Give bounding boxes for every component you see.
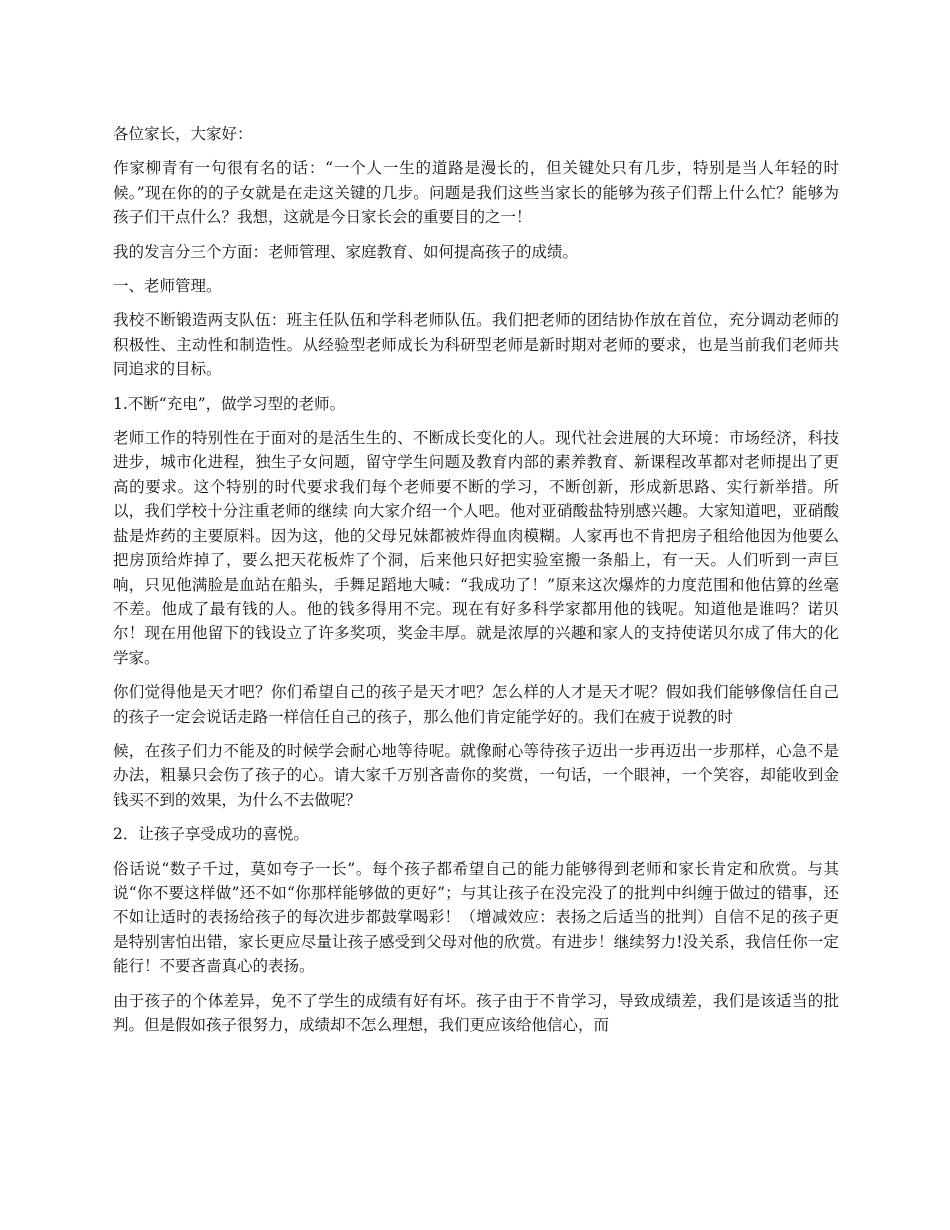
- paragraph-two-teams: 我校不断锻造两支队伍：班主任队伍和学科老师队伍。我们把老师的团结协作放在首位，充分调动老师的积极性、主动性和制造性。从经验型老师成长为科研型老师是新时期对老师的要求，也是当前我们老师共同追求的目标。: [113, 311, 839, 379]
- subheading-joy-of-success: 2．让孩子享受成功的喜悦。: [113, 825, 309, 844]
- paragraph-individual-differences: 由于孩子的个体差异，免不了学生的成绩有好有坏。孩子由于不肯学习，导致成绩差，我们是该适当的批判。但是假如孩子很努力，成绩却不怎么理想，我们更应该给他信心，而: [113, 991, 839, 1034]
- paragraph-speech-outline: 我的发言分三个方面：老师管理、家庭教育、如何提高孩子的成绩。: [113, 242, 579, 261]
- paragraph-nobel-story: 老师工作的特别性在于面对的是活生生的、不断成长变化的人。现代社会进展的大环境：市场经济，科技进步，城市化进程，独生子女问题，留守学生问题及教育内部的素养教育、新课程改革都对老师提出了更高的要求。这个特别的时代要求我们每个老师要不断的学习，不断创新，形成新思路、实行新举措。所以，我们学校十分注重老师的继续 向大家介绍一个人吧。他对亚硝酸盐特别感兴趣。大家知道吧，亚硝酸盐是炸药的主要原料。因为这，他的父母兄妹都被炸得血肉模糊。人家再也不肯把房子租给他因为他要么把房顶给炸掉了，要么把天花板炸了个洞，后来他只好把实验室搬一条船上，有一天。人们听到一声巨响，只见他满脸是血站在船头，手舞足蹈地大喊：“我成功了！”原来这次爆炸的力度范围和他估算的丝毫不差。他成了最有钱的人。他的钱多得用不完。现在有好多科学家都用他的钱呢。知道他是谁吗？诺贝尔！现在用他留下的钱设立了许多奖项，奖金丰厚。就是浓厚的兴趣和家人的支持使诺贝尔成了伟大的化学家。: [113, 429, 839, 667]
- document-page: [113, 122, 839, 1047]
- paragraph-liu-qing-quote: 作家柳青有一句很有名的话：“一个人一生的道路是漫长的，但关键处只有几步，特别是当人年轻的时候。”现在你的的子女就是在走这关键的几步。问题是我们这些当家长的能够为孩子们帮上什么忙？能够为孩子们干点什么？我想，这就是今日家长会的重要目的之一！: [113, 159, 839, 227]
- paragraph-genius-question: 你们觉得他是天才吧？你们希望自己的孩子是天才吧？怎么样的人才是天才呢？假如我们能够像信任自己的孩子一定会说话走路一样信任自己的孩子，那么他们肯定能学好的。我们在疲于说教的时: [113, 683, 839, 726]
- section-heading-teacher-management: 一、老师管理。: [113, 277, 222, 296]
- paragraph-praise: 俗话说“数子千过，莫如夸子一长”。每个孩子都希望自己的能力能够得到老师和家长肯定和欣赏。与其说“你不要这样做”还不如“你那样能够做的更好”；与其让孩子在没完没了的批判中纠缠于做过的错事，还不如让适时的表扬给孩子的每次进步都鼓掌喝彩！（增减效应：表扬之后适当的批判）自信不足的孩子更是特别害怕出错，家长更应尽量让孩子感受到父母对他的欣赏。有进步！继续努力!没关系，我信任你一定能行！不要吝啬真心的表扬。: [113, 859, 839, 976]
- greeting: 各位家长，大家好：: [113, 125, 253, 143]
- subheading-learning-teacher: 1.不断“充电”，做学习型的老师。: [113, 394, 346, 413]
- paragraph-patience: 候，在孩子们力不能及的时候学会耐心地等待呢。就像耐心等待孩子迈出一步再迈出一步那样，心急不是办法，粗暴只会伤了孩子的心。请大家千万别吝啬你的奖赏，一句话，一个眼神，一个笑容，却能收到金钱买不到的效果，为什么不去做呢？: [113, 741, 839, 809]
